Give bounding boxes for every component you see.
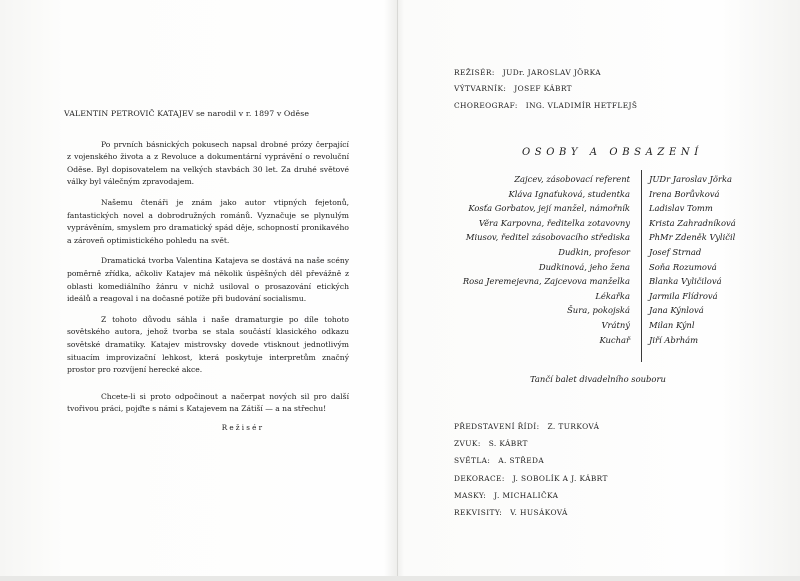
cast-role: Zajcev, zásobovací referent — [514, 174, 630, 184]
crew-role: DEKORACE: — [454, 473, 505, 483]
cast-role: Dudkin, profesor — [558, 246, 630, 257]
credit-role: VÝTVARNÍK: — [454, 84, 507, 94]
cast-divider-line — [641, 170, 642, 362]
paragraph: Chcete-li si proto odpočinout a načerpat nových sil pro další tvořivou práci, pojďte s námi s Katajevem na Zátiší — a na střechu! — [67, 391, 349, 414]
crew-line — [454, 418, 608, 435]
cast-row — [440, 187, 780, 202]
cast-row — [440, 172, 780, 187]
cast-role: Rosa Jeremejevna, Zajcevova manželka — [462, 276, 630, 287]
signature: Režisér — [221, 422, 265, 432]
cast-actor: Blanka Vyličilová — [649, 276, 722, 287]
left-page-text — [64, 108, 349, 434]
credit-line — [454, 98, 637, 114]
crew-line — [454, 435, 608, 452]
paragraph: Dramatická tvorba Valentina Katajeva se dostává na naše scény poměrně zřídka, ačkoliv Katajev má několik úspěšných děl převážně z oblasti komediálního žánru v nichž usiloval o prosazování etických ideálů a reagoval i na dočasné potíže při budování socialismu. — [67, 256, 349, 304]
cast-row — [440, 245, 780, 260]
cast-actor: Jarmila Flídrová — [649, 290, 718, 301]
cast-row — [440, 274, 780, 289]
cast-actor: Krista Zahradníková — [649, 217, 736, 228]
credit-name: JUDr. JAROSLAV JÖRKA — [502, 68, 601, 77]
technical-crew — [454, 418, 608, 521]
crew-role: MASKY: — [454, 490, 487, 500]
credit-role: REŽISÉR: — [454, 68, 495, 77]
cast-actor: PhMr Zdeněk Vyličil — [649, 232, 736, 243]
cast-actor: Soňa Rozumová — [649, 261, 717, 272]
author-intro: VALENTIN PETROVIČ KATAJEV se narodil v r. 1897 v Oděse — [64, 109, 310, 118]
cast-row — [440, 201, 780, 216]
credit-name: JOSEF KÁBRT — [514, 84, 572, 94]
paragraph: Našemu čtenáři je znám jako autor vtipných fejetonů, fantastických novel a dobrodružných románů. Vyznačuje se plynulým vyprávěním, smyslem pro dramatický spád děje, schopností pronikavého a zároveň optimistického pohledu na svět. — [67, 197, 349, 245]
cast-actor: Jana Kýnlová — [649, 305, 704, 316]
crew-line — [454, 487, 608, 504]
cast-role: Kosťa Gorbatov, její manžel, námořník — [468, 203, 630, 214]
cast-row — [440, 230, 780, 245]
crew-name: Z. TURKOVÁ — [547, 422, 600, 431]
paragraph: Z tohoto důvodu sáhla i naše dramaturgie po díle tohoto sovětského autora, jehož tvorba se stala součástí klasického odkazu sovětské dramatiky. Katajev mistrovsky dovede vtisknout jednotlivým situacím improvizační lehkost, která poskytuje interpretům značný prostor pro rozvíjení herecké akce. — [67, 314, 349, 375]
paragraph: Po prvních básnických pokusech napsal drobné prózy čerpající z vojenského života a z Revoluce a dokumentární vyprávění o revoluční Oděse. Byl dopisovatelem na velkých stavbách 30 let. Za druhé světové války byl válečným zpravodajem. — [67, 139, 349, 187]
crew-line — [454, 452, 608, 469]
cast-role: Kuchař — [599, 334, 630, 345]
cast-row — [440, 260, 780, 275]
cast-actor: JUDr Jaroslav Jörka — [649, 174, 733, 184]
cast-list — [440, 172, 780, 347]
cast-row — [440, 303, 780, 318]
cast-actor: Milan Kýnl — [649, 319, 695, 330]
crew-role: SVĚTLA: — [454, 456, 491, 466]
cast-actor: Irena Borůvková — [649, 188, 720, 199]
cast-row — [440, 289, 780, 304]
cast-role: Dudkinová, jeho žena — [538, 261, 630, 272]
paper-edge — [0, 576, 800, 581]
crew-line — [454, 470, 608, 487]
cast-role: Miusov, ředitel zásobovacího střediska — [465, 232, 630, 243]
credit-line — [454, 65, 637, 81]
credit-role: CHOREOGRAF: — [454, 100, 518, 110]
crew-name: S. KÁBRT — [488, 439, 528, 449]
cast-role: Lékařka — [595, 290, 630, 301]
credit-line — [454, 81, 637, 97]
cast-role: Kláva Ignaťuková, studentka — [508, 188, 630, 199]
credit-name: ING. VLADIMÍR HETFLEJŠ — [525, 100, 638, 110]
cast-role: Věra Karpovna, ředitelka zotavovny — [478, 217, 630, 228]
page-fold — [397, 0, 398, 581]
crew-role: REKVISITY: — [454, 508, 503, 518]
cast-title: OSOBY A OBSAZENÍ — [522, 147, 703, 158]
crew-role: PŘEDSTAVENÍ ŘÍDÍ: — [454, 422, 540, 431]
cast-row — [440, 216, 780, 231]
ballet-note: Tančí balet divadelního souboru — [530, 374, 666, 384]
cast-actor: Josef Strnad — [649, 246, 702, 257]
crew-name: J. SOBOLÍK A J. KÁBRT — [512, 473, 608, 483]
crew-name: J. MICHALIČKA — [494, 490, 559, 500]
crew-role: ZVUK: — [454, 439, 481, 449]
production-credits — [454, 65, 637, 114]
crew-name: A. STŘEDA — [498, 456, 545, 466]
cast-row — [440, 333, 780, 348]
crew-line — [454, 504, 608, 521]
crew-name: V. HUSÁKOVÁ — [510, 508, 568, 518]
cast-role: Šura, pokojská — [567, 305, 630, 316]
cast-row — [440, 318, 780, 333]
cast-actor: Ladislav Tomm — [649, 203, 713, 214]
cast-role: Vrátný — [601, 319, 630, 330]
cast-actor: Jiří Abrhám — [649, 334, 699, 345]
